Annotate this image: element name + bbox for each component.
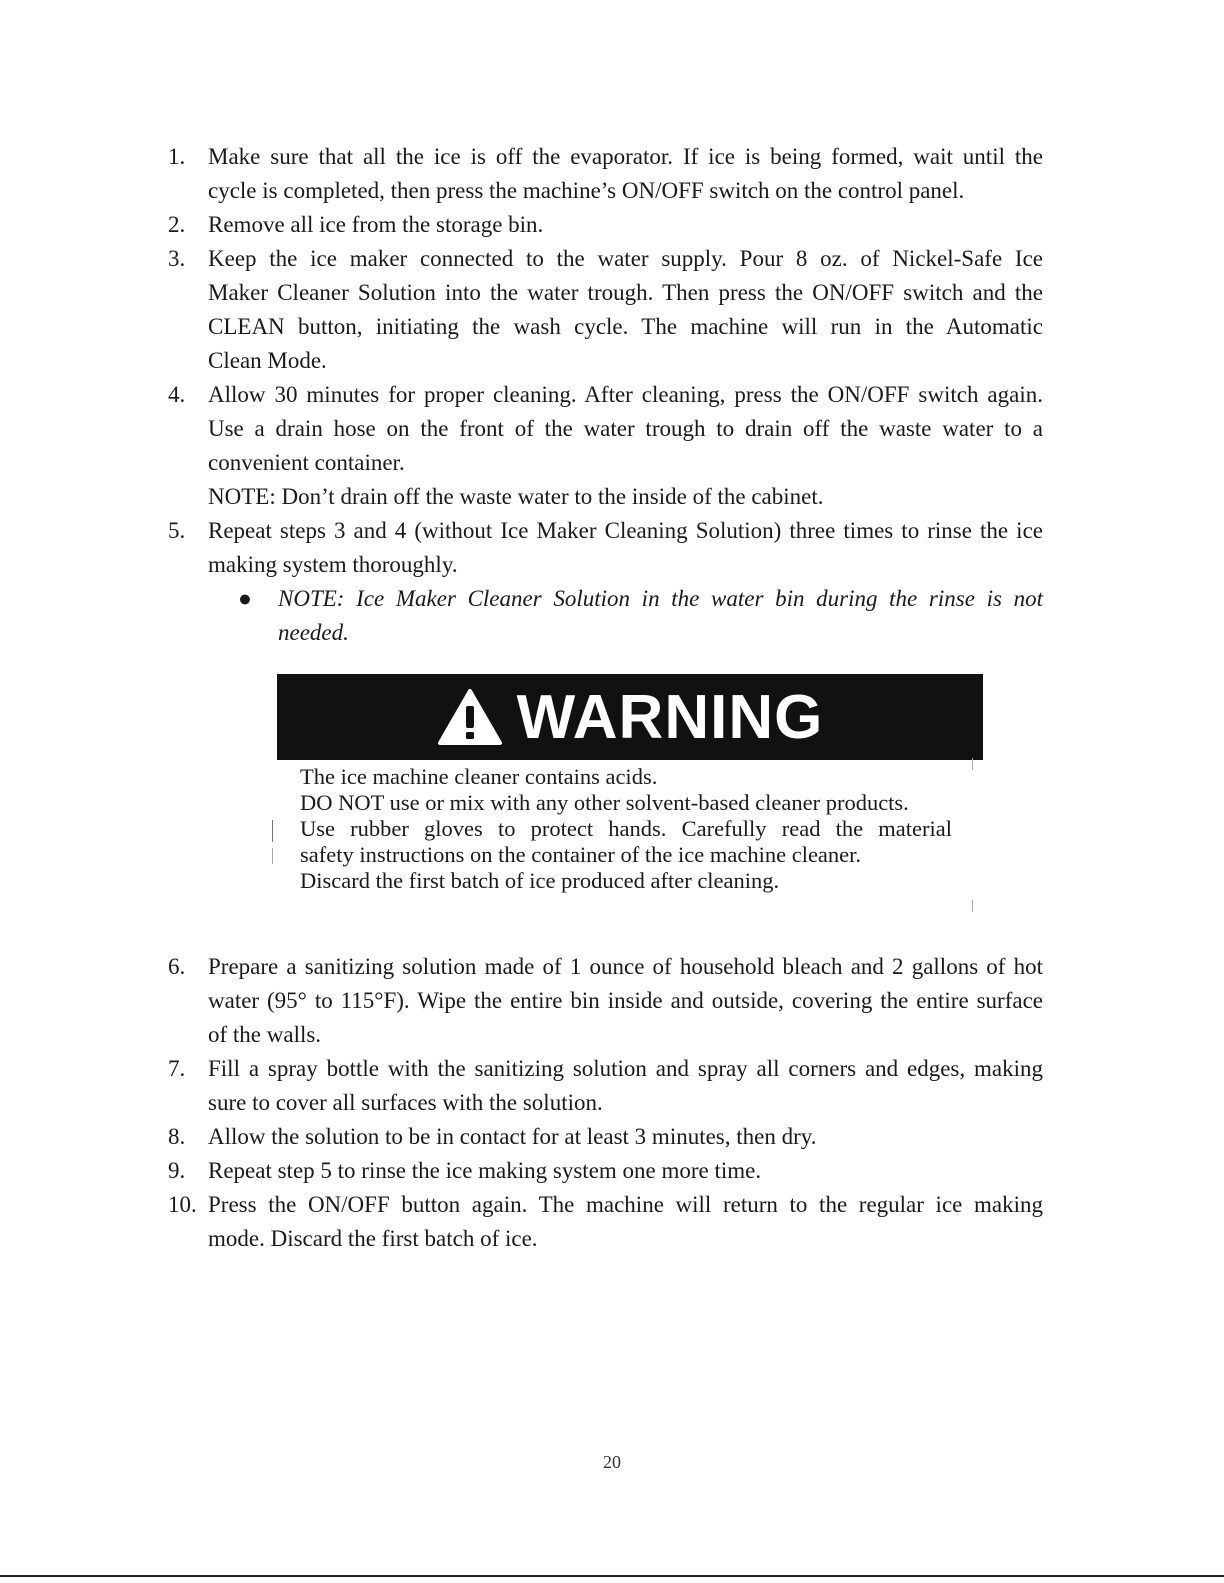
scan-mark (272, 848, 273, 864)
step-text-line: Press the ON/OFF button again. The machine will return to the regular ice making (208, 1192, 1043, 1217)
warning-title-text: WARNING (516, 682, 824, 752)
step-number: 6. (168, 954, 186, 979)
step-2 (168, 208, 1043, 242)
warning-line: The ice machine cleaner contains acids. (300, 764, 658, 789)
rinse-note-bullet (238, 582, 1043, 650)
warning-line: Use rubber gloves to protect hands. Carefully read the material (300, 816, 952, 841)
scan-mark (972, 758, 973, 770)
step-number: 7. (168, 1056, 186, 1081)
step-3 (168, 242, 1043, 378)
scan-mark (972, 900, 973, 912)
warning-text (300, 764, 952, 894)
step-note: NOTE: Don’t drain off the waste water to the inside of the cabinet. (208, 484, 824, 509)
bullet-dot-icon: ● (238, 586, 252, 611)
step-10 (168, 1188, 1043, 1256)
step-text-line: mode. Discard the first batch of ice. (208, 1226, 538, 1251)
step-text-line: Use a drain hose on the front of the water trough to drain off the waste water to a (208, 416, 1043, 441)
step-text-line: Fill a spray bottle with the sanitizing solution and spray all corners and edges, making (208, 1056, 1043, 1081)
bullet-text-line: needed. (278, 620, 349, 645)
step-text-line: making system thoroughly. (208, 552, 458, 577)
step-5 (168, 514, 1043, 582)
step-text-line: CLEAN button, initiating the wash cycle. The machine will run in the Automatic (208, 314, 1043, 339)
step-number: 5. (168, 518, 186, 543)
step-text-line: water (95° to 115°F). Wipe the entire bin inside and outside, covering the entire surface (208, 988, 1043, 1013)
step-text-line: Remove all ice from the storage bin. (208, 212, 544, 237)
step-text-line: of the walls. (208, 1022, 322, 1047)
step-4 (168, 378, 1043, 514)
step-number: 3. (168, 246, 186, 271)
step-text-line: cycle is completed, then press the machine’s ON/OFF switch on the control panel. (208, 178, 965, 203)
step-number: 2. (168, 212, 186, 237)
step-text-line: sure to cover all surfaces with the solution. (208, 1090, 603, 1115)
page-bottom-border (0, 1575, 1224, 1577)
warning-banner (277, 674, 983, 760)
step-6 (168, 950, 1043, 1052)
page-number: 20 (603, 1452, 621, 1472)
step-text-line: Make sure that all the ice is off the evaporator. If ice is being formed, wait until the (208, 144, 1043, 169)
step-number: 9. (168, 1158, 186, 1183)
step-1 (168, 140, 1043, 208)
step-text-line: Prepare a sanitizing solution made of 1 ounce of household bleach and 2 gallons of hot (208, 954, 1043, 979)
step-number: 1. (168, 144, 186, 169)
scan-mark (272, 820, 273, 842)
step-text-line: Allow the solution to be in contact for at least 3 minutes, then dry. (208, 1124, 817, 1149)
step-text-line: Keep the ice maker connected to the water supply. Pour 8 oz. of Nickel-Safe Ice (208, 246, 1043, 271)
step-text-line: Allow 30 minutes for proper cleaning. After cleaning, press the ON/OFF switch again. (208, 382, 1043, 407)
step-text-line: Maker Cleaner Solution into the water trough. Then press the ON/OFF switch and the (208, 280, 1043, 305)
warning-title (277, 674, 983, 760)
step-text-line: convenient container. (208, 450, 405, 475)
step-text-line: Clean Mode. (208, 348, 327, 373)
step-text-line: Repeat steps 3 and 4 (without Ice Maker Cleaning Solution) three times to rinse the ice (208, 518, 1043, 543)
warning-line: Discard the first batch of ice produced after cleaning. (300, 868, 780, 893)
step-number: 8. (168, 1124, 186, 1149)
bullet-text-line: NOTE: Ice Maker Cleaner Solution in the water bin during the rinse is not (278, 586, 1043, 611)
warning-triangle-icon (437, 688, 503, 746)
step-9 (168, 1154, 1043, 1188)
step-8 (168, 1120, 1043, 1154)
step-text-line: Repeat step 5 to rinse the ice making system one more time. (208, 1158, 762, 1183)
warning-line: DO NOT use or mix with any other solvent-based cleaner products. (300, 790, 909, 815)
warning-line: safety instructions on the container of the ice machine cleaner. (300, 842, 862, 867)
step-number: 4. (168, 382, 186, 407)
step-7 (168, 1052, 1043, 1120)
step-number: 10. (168, 1192, 197, 1217)
